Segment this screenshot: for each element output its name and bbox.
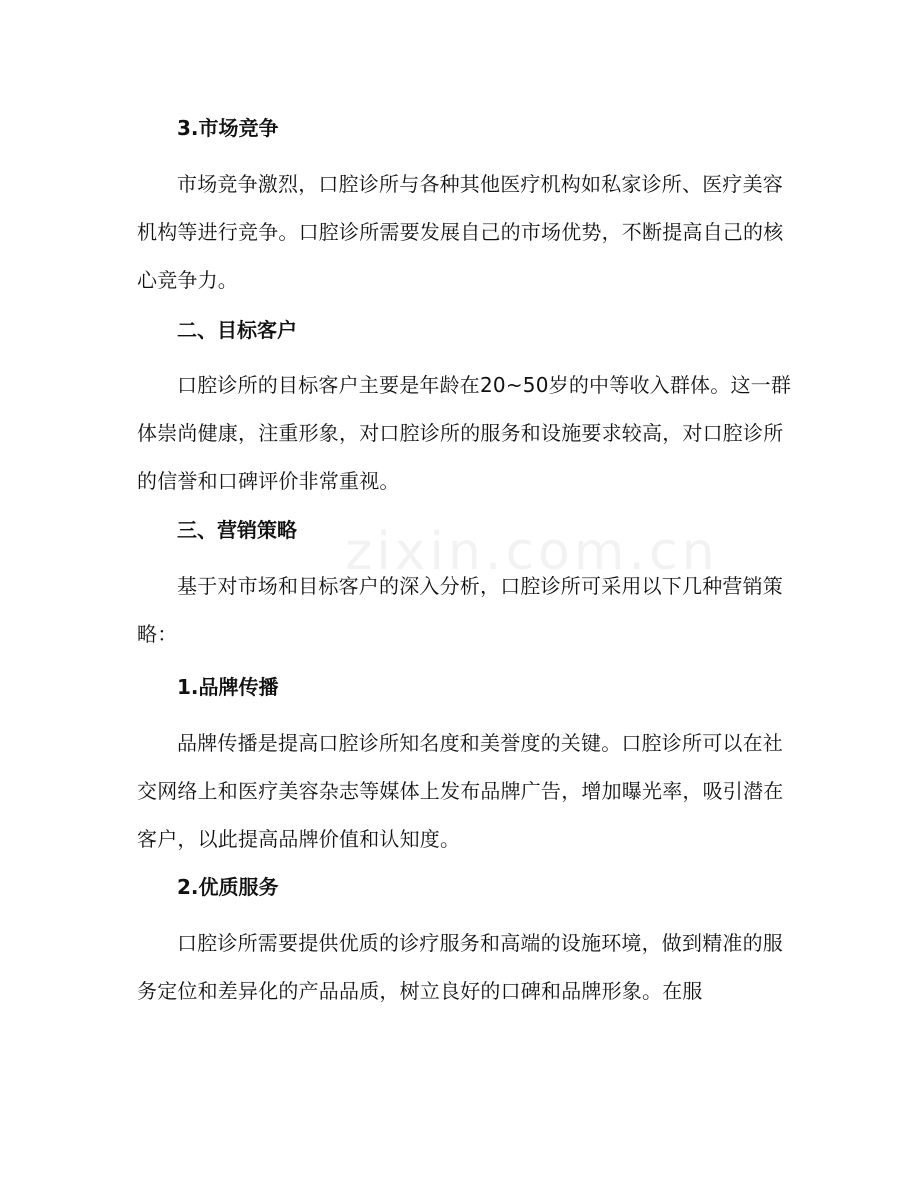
paragraph-market-competition: 市场竞争激烈，口腔诊所与各种其他医疗机构如私家诊所、医疗美容机构等进行竞争。口腔诊所需要发展自己的市场优势，不断提高自己的核心竞争力。 xyxy=(137,172,784,292)
section-heading-market-competition: 3.市场竞争 xyxy=(177,116,279,140)
paragraph-marketing-strategy: 基于对市场和目标客户的深入分析，口腔诊所可采用以下几种营销策略： xyxy=(137,574,783,646)
paragraph-target-customers: 口腔诊所的目标客户主要是年龄在20~50岁的中等收入群体。这一群体崇尚健康，注重形象，对口腔诊所的服务和设施要求较高，对口腔诊所的信誉和口碑评价非常重视。 xyxy=(137,373,792,493)
section-heading-target-customers: 二、目标客户 xyxy=(177,318,297,342)
paragraph-quality-service: 口腔诊所需要提供优质的诊疗服务和高端的设施环境，做到精准的服务定位和差异化的产品品质，树立良好的口碑和品牌形象。在服 xyxy=(137,931,783,1003)
section-heading-marketing-strategy: 三、营销策略 xyxy=(177,518,297,542)
paragraph-brand-communication: 品牌传播是提高口腔诊所知名度和美誉度的关键。口腔诊所可以在社交网络上和医疗美容杂志等媒体上发布品牌广告，增加曝光率，吸引潜在客户，以此提高品牌价值和认知度。 xyxy=(137,731,784,851)
watermark: zixin.com.cn xyxy=(345,522,719,582)
section-heading-brand-communication: 1.品牌传播 xyxy=(177,675,279,699)
section-heading-quality-service: 2.优质服务 xyxy=(177,875,279,899)
